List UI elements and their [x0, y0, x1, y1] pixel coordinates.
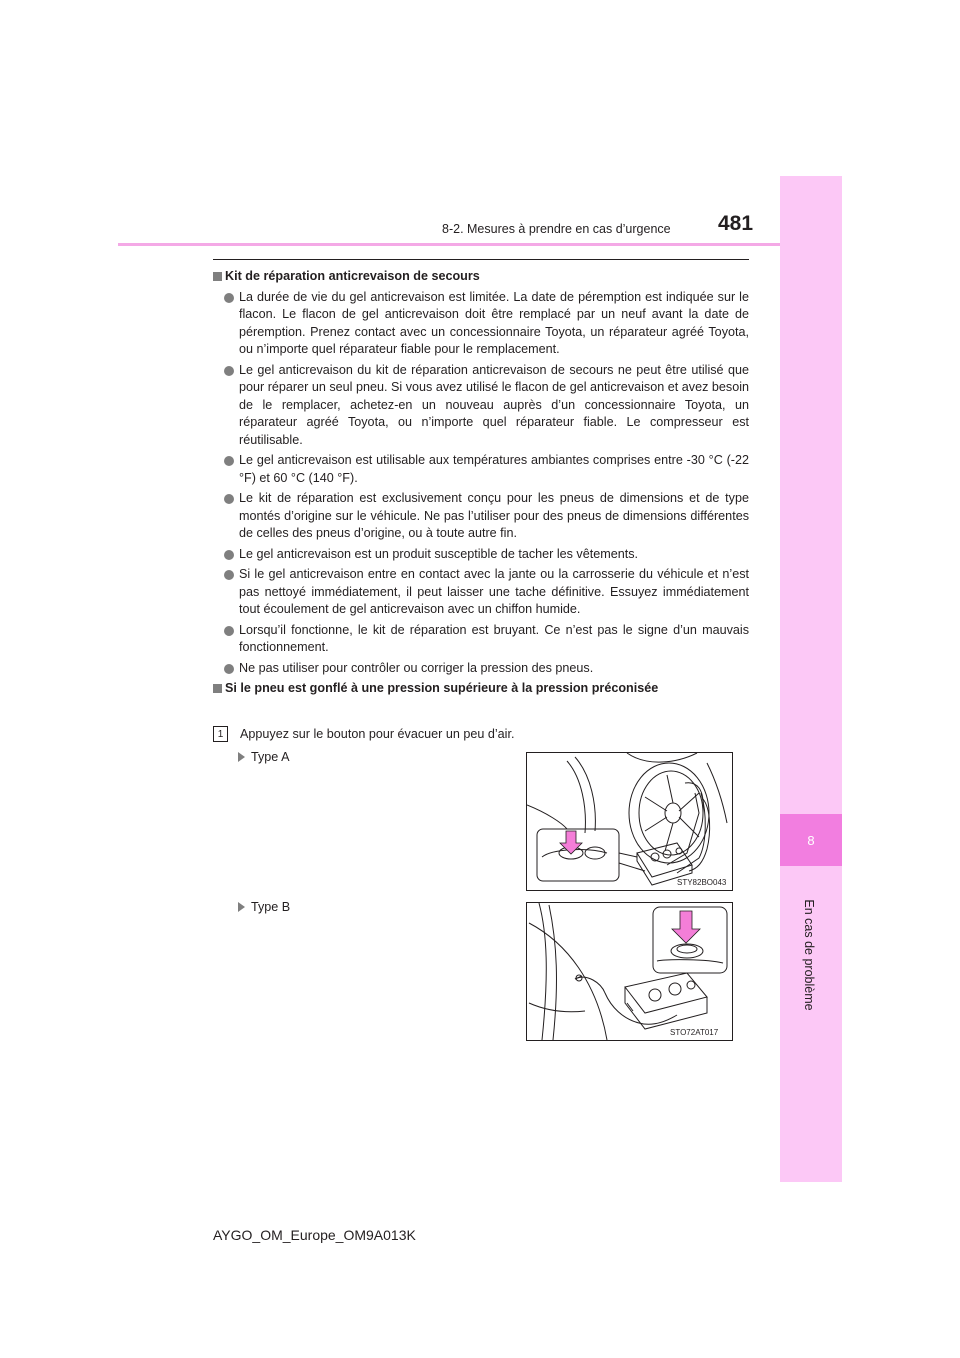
step-text: Appuyez sur le bouton pour évacuer un peu d’air. [240, 727, 515, 741]
section-heading: Kit de réparation anticrevaison de secours [213, 268, 749, 286]
chapter-side-tab [780, 176, 842, 1182]
document-id: AYGO_OM_Europe_OM9A013K [213, 1227, 416, 1243]
figure-code: STO72AT017 [670, 1028, 719, 1037]
chapter-title: En cas de problème [802, 899, 816, 1011]
list-item: La durée de vie du gel anticrevaison est limitée. La date de péremption est indiquée sur le flacon. Le flacon de gel anticrevaison doit être remplacé par un neuf avant la date de péremption. Prenez contact avec un concessionnaire Toyota, un réparateur agréé Toyota, ou n’importe quel réparateur fiable pour le remplacement. [213, 289, 749, 359]
page-number: 481 [718, 212, 754, 235]
type-a-label: Type A [238, 750, 290, 764]
chapter-number: 8 [807, 832, 815, 848]
bullet-dot-icon [224, 570, 234, 580]
list-item: Si le gel anticrevaison entre en contact avec la jante ou la carrosserie du véhicule et n’est pas nettoyé immédiatement, il peut laisser une tache définitive. Essuyez immédiatement tout écoulement de gel anticrevaison avec un chiffon humide. [213, 566, 749, 619]
type-b-label: Type B [238, 900, 290, 914]
tire-compressor-illustration-a [527, 753, 732, 890]
list-item: Le gel anticrevaison est un produit susceptible de tacher les vêtements. [213, 546, 749, 564]
bullet-dot-icon [224, 550, 234, 560]
bullet-dot-icon [224, 366, 234, 376]
square-bullet-icon [213, 272, 222, 281]
chapter-number-box [780, 814, 842, 866]
header-rule [118, 243, 842, 246]
main-text [213, 268, 749, 701]
bullet-dot-icon [224, 626, 234, 636]
tire-compressor-illustration-b [527, 903, 732, 1040]
bullet-dot-icon [224, 664, 234, 674]
figure-code: STY82BO043 [677, 878, 727, 887]
figure-type-b [526, 902, 733, 1041]
chapter-title-vertical [802, 880, 816, 1030]
triangle-pointer-icon [238, 902, 245, 912]
section-title: 8-2. Mesures à prendre en cas d’urgence [442, 222, 671, 236]
step-1 [213, 726, 514, 742]
list-item: Le gel anticrevaison du kit de réparation anticrevaison de secours ne peut être utilisé que pour réparer un seul pneu. Si vous avez utilisé le flacon de gel anticrevaison et avez besoin de le remplacer, achetez-en un nouveau auprès d’un concessionnaire Toyota, un réparateur agréé Toyota, ou n’importe quel réparateur fiable. Le compresseur est réutilisable. [213, 362, 749, 450]
press-arrow-icon [672, 911, 700, 943]
list-item: Ne pas utiliser pour contrôler ou corriger la pression des pneus. [213, 660, 749, 678]
section-heading: Si le pneu est gonflé à une pression supérieure à la pression préconisée [213, 680, 749, 698]
list-item: Le kit de réparation est exclusivement conçu pour les pneus de dimensions et de type montés d’origine sur le véhicule. Ne pas l’utiliser pour des pneus de dimensions différentes de celles des pneus d’origine, ou à toute autre fin. [213, 490, 749, 543]
bullet-dot-icon [224, 456, 234, 466]
bullet-dot-icon [224, 293, 234, 303]
list-item: Lorsqu’il fonctionne, le kit de réparation est bruyant. Ce n’est pas le signe d’un mauvais fonctionnement. [213, 622, 749, 657]
list-item: Le gel anticrevaison est utilisable aux températures ambiantes comprises entre -30 °C (-22 °F) et 60 °C (140 °F). [213, 452, 749, 487]
step-number-badge: 1 [213, 726, 228, 742]
content-top-rule [213, 259, 749, 260]
bullet-dot-icon [224, 494, 234, 504]
square-bullet-icon [213, 684, 222, 693]
figure-type-a [526, 752, 733, 891]
triangle-pointer-icon [238, 752, 245, 762]
